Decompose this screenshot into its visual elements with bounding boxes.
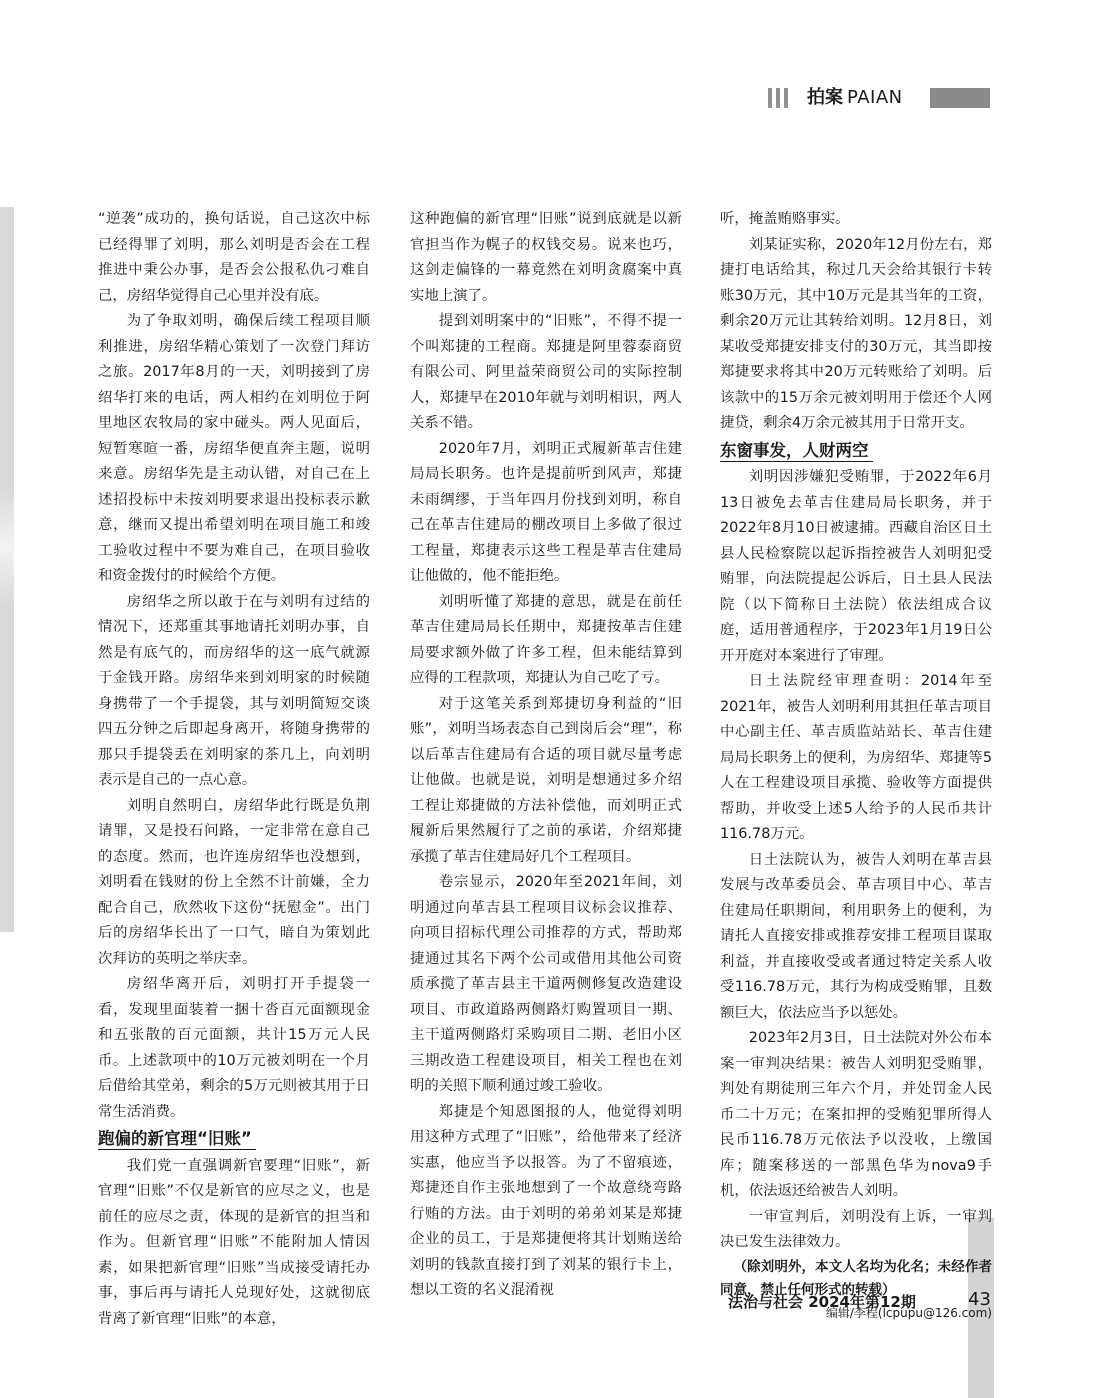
left-margin-shade: [0, 487, 14, 607]
paragraph: 日土法院认为，被告人刘明在革吉县发展与改革委员会、革吉项目中心、革吉住建局任职期间，利用职务上的便利，为请托人直接安排或推荐安排工程项目谋取利益，并直接收受或者通过特定关系人收受116.78万元，其行为构成受贿罪，且数额巨大，依法应当予以惩处。: [720, 851, 992, 1021]
left-margin-strip: [0, 207, 14, 932]
paragraph: 提到刘明案中的“旧账”，不得不提一个叫郑捷的工程商。郑捷是阿里蓉泰商贸有限公司、阿里益荣商贸公司的实际控制人，郑捷早在2010年就与刘明相识，两人关系不错。: [410, 313, 682, 431]
subheading: 跑偏的新官理“旧账”: [98, 1126, 256, 1151]
section-title-en: PAIAN: [847, 87, 903, 108]
header-bar: [768, 88, 772, 108]
header-bar: [930, 88, 990, 108]
column-1: [98, 207, 370, 1332]
paragraph: 为了争取刘明，确保后续工程项目顺利推进，房绍华精心策划了一次登门拜访之旅。2017年8月的一天，刘明接到了房绍华打来的电话，两人相约在刘明位于阿里地区农牧局的家中碰头。两人见面后，短暂寒暄一番，房绍华便直奔主题，说明来意。房绍华先是主动认错，对自己在上述招投标中未按刘明要求退出投标表示歉意，继而又提出希望刘明在项目施工和竣工验收过程中不要为难自己，在项目验收和资金拨付的时候给个方便。: [98, 313, 370, 584]
publication-info: 法治与社会 2024年第12期: [728, 1293, 916, 1311]
paragraph: 这种跑偏的新官理“旧账”说到底就是以新官担当作为幌子的权钱交易。说来也巧，这剑走偏锋的一幕竟然在刘明贪腐案中真实地上演了。: [410, 211, 682, 304]
paragraph: 刘明自然明白，房绍华此行既是负荆请罪，又是投石问路，一定非常在意自己的态度。然而，也许连房绍华也没想到，刘明看在钱财的份上全然不计前嫌，全力配合自己，欣然收下这份“抚慰金”。出门后的房绍华长出了一口气，暗自为策划此次拜访的英明之举庆幸。: [98, 797, 370, 967]
paragraph: 2020年7月，刘明正式履新革吉住建局局长职务。也许是提前听到风声，郑捷未雨绸缪，于当年四月份找到刘明，称自己在革吉住建局的棚改项目上多做了很过工程量，郑捷表示这些工程是革吉住建局让他做的，他不能拒绝。: [410, 440, 682, 584]
paragraph: 郑捷是个知恩图报的人，他觉得刘明用这种方式理了“旧账”，给他带来了经济实惠，他应当予以报答。为了不留痕迹，郑捷还自作主张地想到了一个故意绕弯路行贿的方法。由于刘明的弟弟刘某是郑捷企业的员工，于是郑捷便将其计划贿送给刘明的钱款直接打到了刘某的银行卡上，想以工资的名义混淆视: [410, 1103, 682, 1298]
paragraph: 刘明听懂了郑捷的意思，就是在前任革吉住建局局长任期中，郑捷按革吉住建局要求额外做了许多工程，但未能结算到应得的工程款项，郑捷认为自己吃了亏。: [410, 593, 682, 686]
section-title-zh: 拍案: [807, 87, 843, 108]
paragraph: 听，掩盖贿赂事实。: [720, 211, 850, 227]
paragraph: 卷宗显示，2020年至2021年间，刘明通过向革吉县工程项目议标会议推荐、向项目招标代理公司推荐的方式，帮助郑捷通过其名下两个公司或借用其他公司资质承揽了革吉县主干道两侧修复改造建设项目、市政道路两侧路灯购置项目一期、主干道两侧路灯采购项目二期、老旧小区三期改造工程建设项目，相关工程也在刘明的关照下顺利通过竣工验收。: [410, 874, 682, 1094]
page-footer: [728, 1289, 991, 1312]
header-bar: [776, 88, 780, 108]
copyright-note: （除刘明外，本文人名均为化名；未经作者同意，禁止任何形式的转载）: [720, 1258, 992, 1298]
paragraph: 刘明因涉嫌犯受贿罪，于2022年6月13日被免去革吉住建局局长职务，并于2022年8月10日被逮捕。西藏自治区日土县人民检察院以起诉指控被告人刘明犯受贿罪，向法院提起公诉后，日土县人民法院（以下简称日土法院）依法组成合议庭，适用普通程序，于2023年1月19日公开开庭对本案进行了审理。: [720, 469, 992, 664]
paragraph: 一审宣判后，刘明没有上诉，一审判决已发生法律效力。: [720, 1208, 992, 1250]
header-bar: [784, 88, 788, 108]
paragraph: 2023年2月3日，日土法院对外公布本案一审判决结果：被告人刘明犯受贿罪，判处有期徒刑三年六个月，并处罚金人民币二十万元；在案扣押的受贿犯罪所得人民币116.78万元依法予以没收，上缴国库；随案移送的一部黑色华为nova9手机，依法返还给被告人刘明。: [720, 1030, 992, 1199]
editor-credit: 编辑/李程(lcpupu@126.com): [825, 1305, 992, 1320]
column-2: [410, 207, 682, 1304]
paragraph: 刘某证实称，2020年12月份左右，郑捷打电话给其，称过几天会给其银行卡转账30万元，其中10万元是其当年的工资，剩余20万元让其转给刘明。12月8日，刘某收受郑捷安排支付的30万元，其当即按郑捷要求将其中20万元转账给了刘明。后该款中的15万余元被刘明用于偿还个人网捷贷，剩余4万余元被其用于日常开支。: [720, 236, 992, 431]
page-number: 43: [968, 1289, 991, 1310]
section-title: [807, 86, 903, 110]
paragraph: 日土法院经审理查明：2014年至2021年，被告人刘明利用其担任革吉项目中心副主任、革吉质监站站长、革吉住建局局长职务上的便利，为房绍华、郑捷等5人在工程建设项目承揽、验收等方面提供帮助，并收受上述5人给予的人民币共计116.78万元。: [720, 673, 992, 842]
subheading: 东窗事发，人财两空: [720, 438, 873, 463]
paragraph: 对于这笔关系到郑捷切身利益的“旧账”，刘明当场表态自己到岗后会“理”，称以后革吉住建局有合适的项目就尽量考虑让他做。也就是说，刘明是想通过多介绍工程让郑捷做的方法补偿他，而刘明正式履新后果然履行了之前的承诺，介绍郑捷承揽了革吉住建局好几个工程项目。: [410, 695, 682, 865]
paragraph: “逆袭”成功的，换句话说，自己这次中标已经得罪了刘明，那么刘明是否会在工程推进中秉公办事，是否会公报私仇刁难自己，房绍华觉得自己心里并没有底。: [98, 211, 370, 304]
paragraph: 房绍华离开后，刘明打开手提袋一看，发现里面装着一捆十沓百元面额现金和五张散的百元面额，共计15万元人民币。上述款项中的10万元被刘明在一个月后借给其堂弟，剩余的5万元则被其用于日常生活消费。: [98, 976, 370, 1120]
column-3: [720, 207, 992, 1324]
paragraph: 我们党一直强调新官要理“旧账”，新官理“旧账”不仅是新官的应尽之义，也是前任的应尽之责，体现的是新官的担当和作为。但新官理“旧账”不能附加人情因素，如果把新官理“旧账”当成接受请托办事，事后再与请托人兑现好处，这就彻底背离了新官理“旧账”的本意，: [98, 1157, 370, 1327]
paragraph: 房绍华之所以敢于在与刘明有过结的情况下，还郑重其事地请托刘明办事，自然是有底气的，而房绍华的这一底气就源于金钱开路。房绍华来到刘明家的时候随身携带了一个手提袋，其与刘明简短交谈四五分钟之后即起身离开，将随身携带的那只手提袋丢在刘明家的茶几上，向刘明表示是自己的一点心意。: [98, 593, 370, 788]
